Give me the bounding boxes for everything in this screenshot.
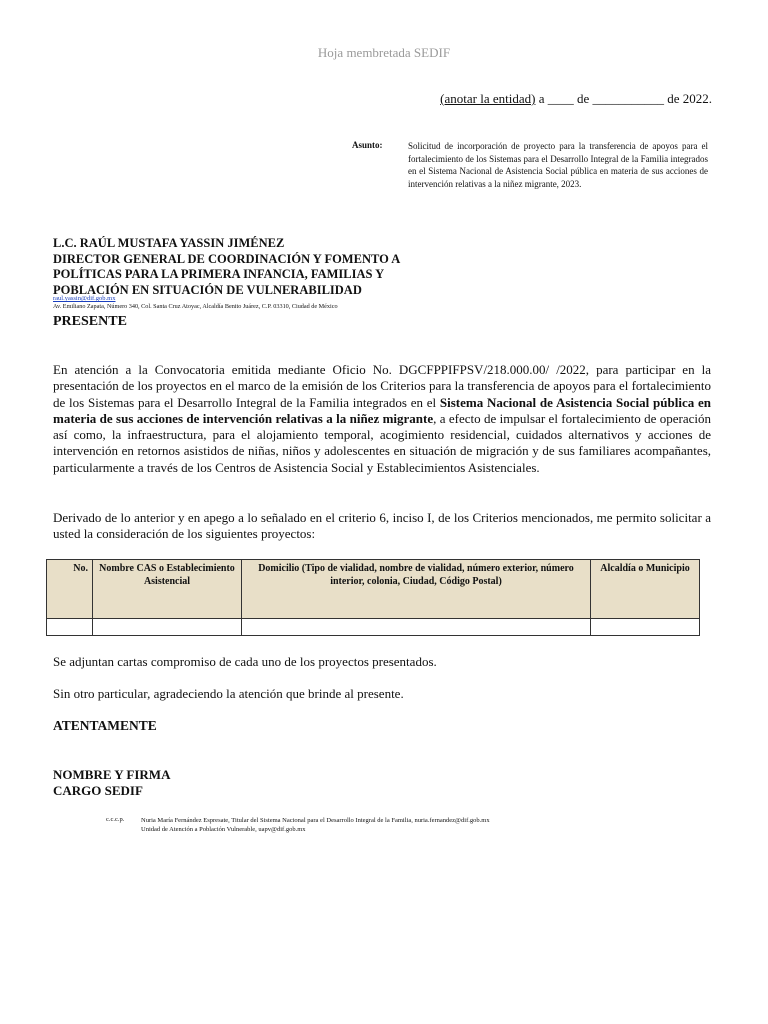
header-alcaldia: Alcaldía o Municipio: [591, 560, 700, 619]
attachments-line: Se adjuntan cartas compromiso de cada uno de los proyectos presentados.: [53, 654, 437, 669]
ccp-recipients: [141, 816, 490, 834]
letterhead-placeholder: Hoja membretada SEDIF: [317, 45, 451, 60]
table-cell[interactable]: [47, 619, 93, 636]
recipient-name: L.C. RAÚL MUSTAFA YASSIN JIMÉNEZ: [53, 236, 285, 250]
signature-cargo: CARGO SEDIF: [53, 783, 143, 798]
recipient-address: Av. Emiliano Zapata, Número 340, Col. Santa Cruz Atoyac, Alcaldía Benito Juárez, C.P. 03310, Ciudad de México: [53, 303, 338, 310]
asunto-label: Asunto:: [352, 140, 383, 150]
ccp-line-1: Nuria María Fernández Espresate, Titular del Sistema Nacional para el Desarrollo Integral de la Familia, nuria.fernandez@dif.gob.mx: [141, 817, 490, 824]
p1-bold-system: Sistema Nacional de Asistencia Social pública en materia de sus acciones de intervención relativas a la niñez migrante: [53, 394, 711, 426]
atentamente-heading: ATENTAMENTE: [53, 718, 157, 733]
body-paragraph-1: [53, 362, 711, 476]
presente-heading: PRESENTE: [53, 314, 127, 329]
date-line: [380, 91, 712, 107]
header-domicilio: Domicilio (Tipo de vialidad, nombre de vialidad, número exterior, número interior, colonia, Ciudad, Código Postal): [242, 560, 591, 619]
entity-placeholder: (anotar la entidad): [440, 91, 536, 106]
table-cell[interactable]: [93, 619, 242, 636]
p1-intro: En atención a la Convocatoria emitida mediante Oficio No. DGCFPPIFPSV/218.000.00/ /2022, para participar en la presentación de los proyectos en el marco de la emisión de los Criterios para la transferencia de apoyos para el fortalecimiento de los Sistemas para el Desarrollo Integral de la Familia integrados en el: [53, 362, 711, 410]
table-header-row: [47, 560, 700, 619]
recipient-block: [53, 236, 413, 298]
date-blanks: a ____ de ___________ de 2022.: [535, 91, 712, 106]
signature-block: [53, 767, 170, 799]
header-nombre-cas: Nombre CAS o Establecimiento Asistencial: [93, 560, 242, 619]
table-cell[interactable]: [242, 619, 591, 636]
table-row: [47, 619, 700, 636]
ccp-label: c.c.c.p.: [106, 816, 125, 823]
recipient-email-link[interactable]: raul.yassin@dif.gob.mx: [53, 295, 116, 302]
signature-name: NOMBRE Y FIRMA: [53, 767, 171, 782]
header-no: No.: [47, 560, 93, 619]
recipient-title: DIRECTOR GENERAL DE COORDINACIÓN Y FOMENTO A POLÍTICAS PARA LA PRIMERA INFANCIA, FAMILIAS Y POBLACIÓN EN SITUACIÓN DE VULNERABILIDAD: [53, 251, 400, 297]
p1-rest: , a efecto de impulsar el fortalecimiento de operación así como, la infraestructura, para el alojamiento temporal, acogimiento residencial, cuidados alternativos y acciones de intervención en retornos asistidos de niñas, niños y adolescentes en situación de migración y de sus familiares acompañantes, particularmente a través de los Centros de Asistencia Social y Establecimientos Asistenciales.: [53, 410, 711, 475]
closing-line: Sin otro particular, agradeciendo la atención que brinde al presente.: [53, 686, 404, 701]
table-cell[interactable]: [591, 619, 700, 636]
projects-table: [46, 559, 700, 636]
body-paragraph-2: Derivado de lo anterior y en apego a lo señalado en el criterio 6, inciso I, de los Criterios mencionados, me permito solicitar a usted la consideración de los siguientes proyectos:: [53, 510, 711, 542]
asunto-text: Solicitud de incorporación de proyecto para la transferencia de apoyos para el fortalecimiento de los Sistemas para el Desarrollo Integral de la Familia integrados en el Sistema Nacional de Asistencia Social pública en materia de sus acciones de intervención relativas a la niñez migrante, 2023.: [408, 141, 708, 189]
ccp-line-2: Unidad de Atención a Población Vulnerable, uapv@dif.gob.mx: [141, 826, 306, 833]
